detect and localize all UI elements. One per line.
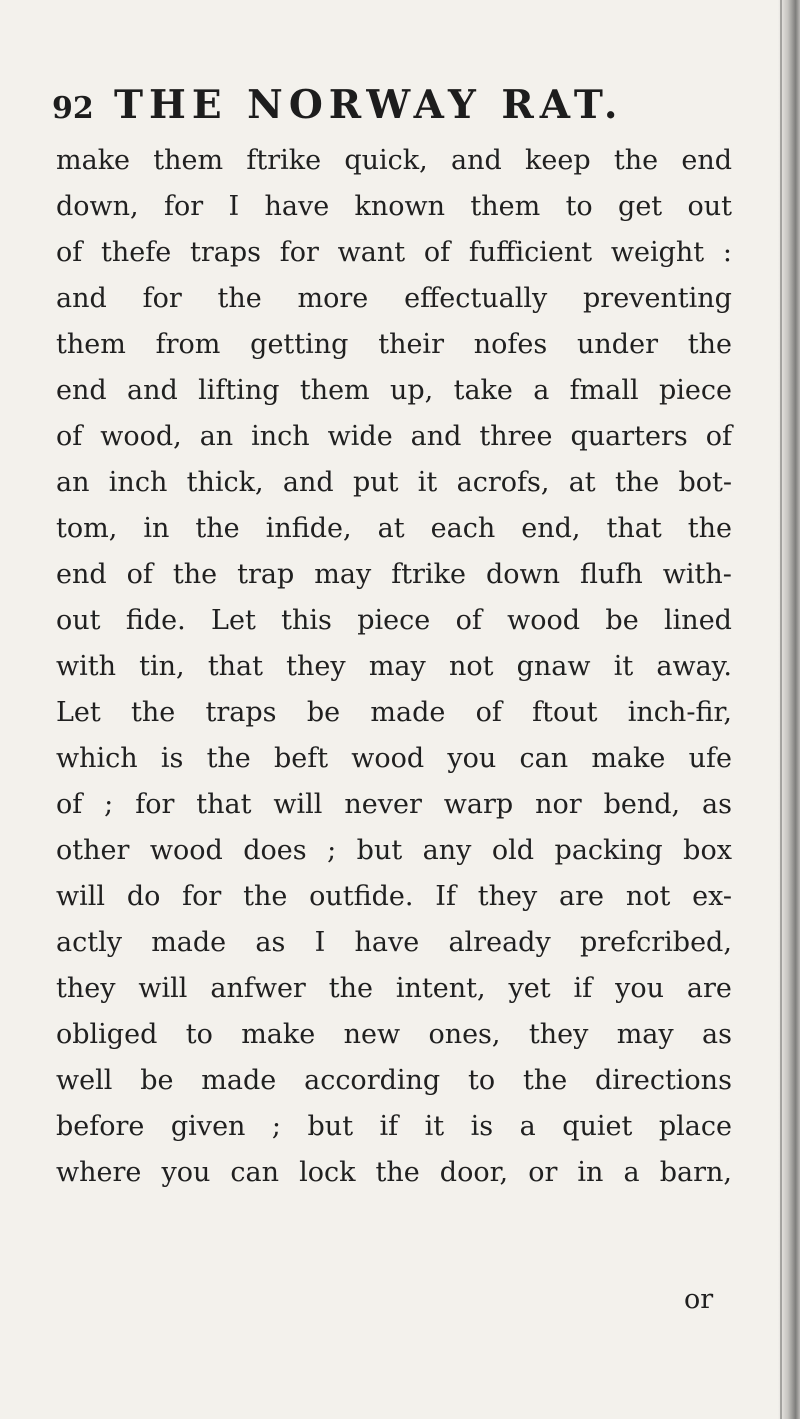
text-line: end and lifting them up, take a fmall piece <box>56 375 732 406</box>
text-line: end of the trap may ftrike down flufh with- <box>56 559 732 590</box>
text-line: Let the traps be made of ftout inch-fir, <box>56 697 732 728</box>
text-line: of wood, an inch wide and three quarters of <box>56 421 732 452</box>
running-head: THE NORWAY RAT. <box>114 82 624 128</box>
text-line: actly made as I have already prefcribed, <box>56 927 732 958</box>
text-line: they will anfwer the intent, yet if you are <box>56 973 732 1004</box>
page-number: 92 <box>52 91 94 126</box>
text-line: an inch thick, and put it acrofs, at the bot- <box>56 467 732 498</box>
text-line: with tin, that they may not gnaw it away. <box>56 651 732 682</box>
text-line: them from getting their nofes under the <box>56 329 732 360</box>
text-line: where you can lock the door, or in a barn, <box>56 1157 732 1188</box>
text-line: of thefe traps for want of fufficient weight : <box>56 237 732 268</box>
text-line: which is the beft wood you can make ufe <box>56 743 732 774</box>
text-line: and for the more effectually preventing <box>56 283 732 314</box>
text-line: of ; for that will never warp nor bend, as <box>56 789 732 820</box>
body-text <box>56 138 732 1196</box>
text-line: other wood does ; but any old packing box <box>56 835 732 866</box>
catchword: or <box>684 1284 714 1315</box>
text-line: make them ftrike quick, and keep the end <box>56 145 732 176</box>
text-line: before given ; but if it is a quiet place <box>56 1111 732 1142</box>
text-line: out fide. Let this piece of wood be lined <box>56 605 732 636</box>
text-line: obliged to make new ones, they may as <box>56 1019 732 1050</box>
page-edge-shadow <box>778 0 800 1419</box>
text-line: will do for the outfide. If they are not ex- <box>56 881 732 912</box>
page-header <box>52 82 624 132</box>
text-line: tom, in the infide, at each end, that the <box>56 513 732 544</box>
text-line: down, for I have known them to get out <box>56 191 732 222</box>
text-line: well be made according to the directions <box>56 1065 732 1096</box>
